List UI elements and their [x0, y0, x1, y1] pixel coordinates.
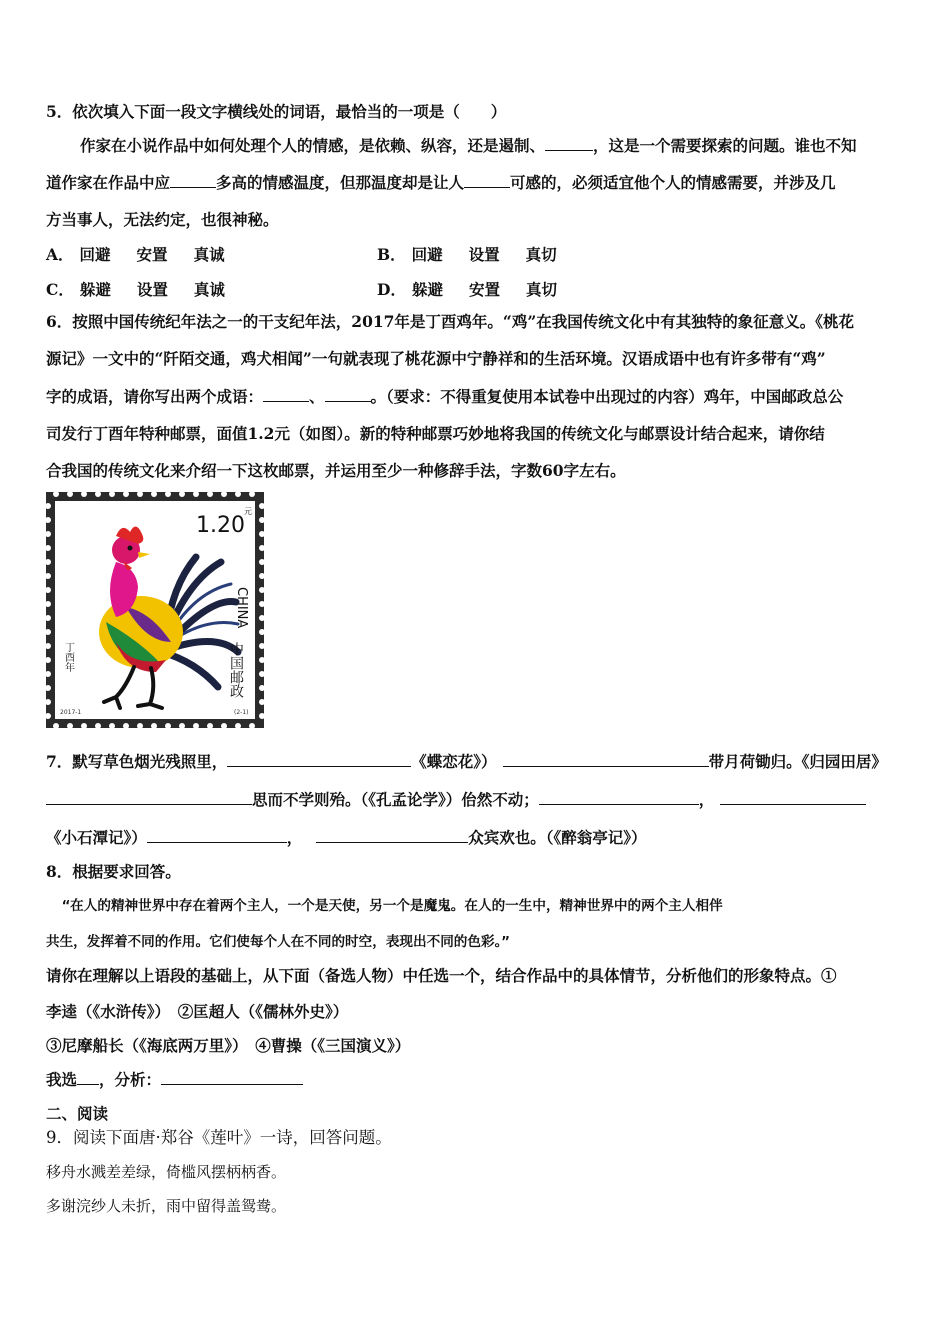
idiom-blank-2[interactable] [325, 387, 371, 402]
q5-option-d[interactable]: D． 躲避 安置 真切 [377, 280, 557, 299]
q7-line-3: 《小石潭记》） ， 众宾欢也。（《醉翁亭记》） [46, 828, 647, 847]
blank-3[interactable] [464, 173, 510, 188]
q8-stem: 8．根据要求回答。 [46, 862, 181, 881]
stamp-face-value: 1.20 [196, 513, 245, 538]
q6-line-1: 6．按照中国传统纪年法之一的干支纪年法，2017年是丁酉鸡年。“鸡”在我国传统文化中有其独特的象征意义。《桃花 [46, 312, 855, 331]
q8-quote-line-1: “在人的精神世界中存在着两个主人，一个是天使，另一个是魔鬼。在人的一生中，精神世界中的两个主人相伴 [62, 898, 723, 914]
q8-quote-line-2: 共生，发挥着不同的作用。它们使每个人在不同的时空，表现出不同的色彩。” [46, 934, 510, 950]
stamp-country: CHINA [234, 587, 249, 629]
q6-line-5: 合我国的传统文化来介绍一下这枚邮票，并运用至少一种修辞手法，字数60字左右。 [46, 461, 626, 480]
q7-line-2: 思而不学则殆。（《孔孟论学》）佁然不动； ， [46, 790, 866, 810]
q5-option-a[interactable]: A． 回避 安置 真诚 [46, 245, 225, 264]
q6-line-4: 司发行丁酉年特种邮票，面值1.2元（如图）。新的特种邮票巧妙地将我国的传统文化与邮票设计结合起来，请你结 [46, 424, 825, 443]
q8-options-1: 李逵（《水浒传》） ②匡超人（《儒林外史》） [46, 1002, 349, 1021]
q5-passage-line-2: 道作家在作品中应 多高的情感温度，但那温度却是让人 可感的，必须适宜他个人的情感需要，并涉及几 [46, 173, 836, 192]
stamp-code-right: (2-1) [234, 709, 249, 716]
q5-passage-line-1: 作家在小说作品中如何处理个人的情感，是依赖、纵容，还是遏制、 ，这是一个需要探索的问题。谁也不知 [80, 136, 857, 155]
blank-2[interactable] [170, 173, 216, 188]
recite-blank-7[interactable] [316, 828, 468, 843]
section-2-title: 二、阅读 [46, 1104, 109, 1123]
q5-option-b[interactable]: B． 回避 设置 真切 [377, 245, 557, 264]
stamp-code-left: 2017-1 [60, 709, 82, 716]
recite-blank-4[interactable] [539, 790, 699, 805]
q9-stem: 9．阅读下面唐·郑谷《莲叶》一诗，回答问题。 [46, 1128, 392, 1147]
choice-blank[interactable] [77, 1070, 99, 1085]
q9-poem-line-1: 移舟水溅差差绿，倚槛风摆柄柄香。 [46, 1163, 287, 1181]
analysis-blank[interactable] [161, 1070, 303, 1085]
q8-answer-line: 我选 ，分析： [46, 1070, 303, 1090]
q6-line-3: 字的成语，请你写出两个成语： 、 。（要求：不得重复使用本试卷中出现过的内容）鸡年，中国邮政总公 [46, 387, 844, 406]
blank-1[interactable] [545, 136, 593, 151]
q5-stem: 5．依次填入下面一段文字横线处的词语，最恰当的一项是（ ） [46, 102, 507, 121]
recite-blank-6[interactable] [147, 828, 287, 843]
q6-line-2: 源记》一文中的“阡陌交通，鸡犬相闻”一句就表现了桃花源中宁静祥和的生活环境。汉语成语中也有许多带有“鸡” [46, 349, 826, 368]
q5-passage-line-3: 方当事人，无法约定，也很神秘。 [46, 210, 279, 229]
recite-blank-2[interactable] [503, 752, 709, 767]
stamp-caption: 丁酉年 [62, 642, 74, 672]
rooster-stamp-image [46, 492, 264, 728]
q9-poem-line-2: 多谢浣纱人未折，雨中留得盖鸳鸯。 [46, 1197, 287, 1215]
stamp-unit: 元 [244, 507, 252, 516]
idiom-blank-1[interactable] [263, 387, 309, 402]
recite-blank-5[interactable] [720, 790, 866, 805]
q8-options-2: ③尼摩船长（《海底两万里》） ④曹操（《三国演义》） [46, 1036, 411, 1055]
q5-option-c[interactable]: C． 躲避 设置 真诚 [46, 280, 225, 299]
stamp-post: 中国邮政 [228, 642, 244, 698]
recite-blank-3[interactable] [46, 790, 252, 805]
recite-blank-1[interactable] [227, 752, 411, 767]
q7-line-1: 7．默写草色烟光残照里， 《蝶恋花》） 带月荷锄归。《归园田居》 [46, 752, 887, 771]
q8-ask: 请你在理解以上语段的基础上，从下面（备选人物）中任选一个，结合作品中的具体情节，分析他们的形象特点。① [46, 966, 837, 985]
